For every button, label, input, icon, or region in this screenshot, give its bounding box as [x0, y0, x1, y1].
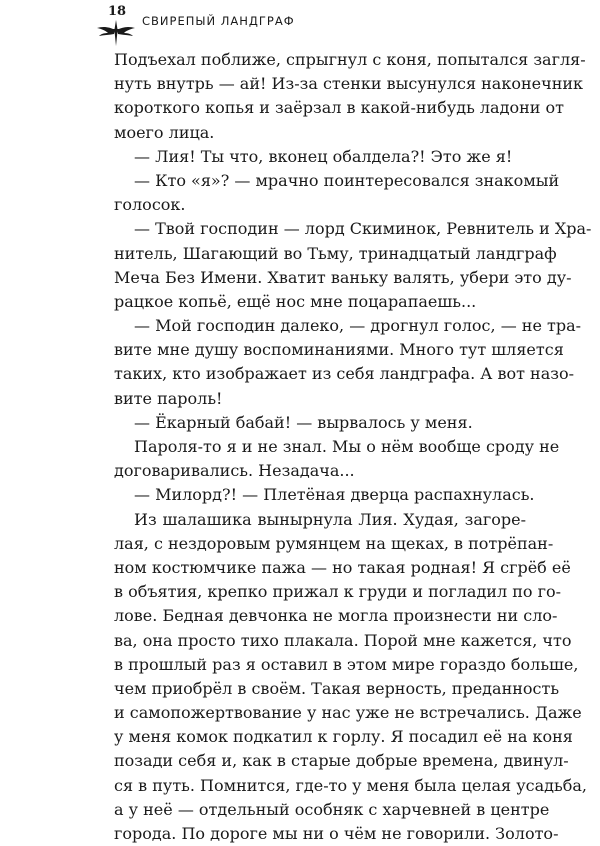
text-line: лове. Бедная девчонка не могла произнести ни сло-	[114, 606, 558, 626]
text-line: ном костюмчике пажа — но такая родная! Я сгрёб её	[114, 557, 571, 577]
text-line: — Кто «я»? — мрачно поинтересовался знакомый	[134, 170, 560, 190]
text-line: — Лия! Ты что, вконец обалдела?! Это же я!	[134, 146, 513, 166]
text-line: — Милорд?! — Плетёная дверца распахнулась.	[134, 485, 535, 505]
text-line: — Ёкарный бабай! — вырвалось у меня.	[134, 412, 473, 432]
page-number: 18	[108, 4, 127, 19]
text-line: вите мне душу воспоминаниями. Много тут шляется	[114, 340, 564, 360]
text-line: голосок.	[114, 195, 186, 215]
text-line: — Твой господин — лорд Скиминок, Ревнитель и Хра-	[134, 219, 592, 239]
running-header	[96, 4, 536, 44]
text-line: ся в путь. Помнится, где-то у меня была целая усадьба,	[114, 775, 587, 795]
text-line: города. По дороге мы ни о чём не говорили. Золото-	[114, 824, 559, 843]
running-title: СВИРЕПЫЙ ЛАНДГРАФ	[142, 14, 295, 28]
text-line: в прошлый раз я оставил в этом мире гораздо больше,	[114, 654, 579, 674]
text-line: у меня комок подкатил к горлу. Я посадил её на коня	[114, 727, 573, 747]
text-line: ва, она просто тихо плакала. Порой мне кажется, что	[114, 630, 572, 650]
text-line: чем приобрёл в своём. Такая верность, преданность	[114, 678, 560, 698]
text-line: договаривались. Незадача...	[114, 461, 355, 481]
text-line: Подъехал поближе, спрыгнул с коня, попытался загля-	[114, 50, 586, 69]
text-line: лая, с нездоровым румянцем на щеках, в потрёпан-	[114, 533, 554, 553]
text-line: вите пароль!	[114, 388, 223, 408]
text-line: короткого копья и заёрзал в какой-нибудь ладони от	[114, 98, 564, 118]
winged-sword-icon	[96, 18, 136, 48]
text-line: моего лица.	[114, 122, 215, 142]
text-line: в объятия, крепко прижал к груди и погладил по го-	[114, 582, 562, 602]
text-line: и самопожертвование у нас уже не встречались. Даже	[114, 703, 582, 723]
text-line: — Мой господин далеко, — дрогнул голос, — не тра-	[134, 316, 582, 336]
text-line: Пароля-то я и не знал. Мы о нём вообще сроду не	[134, 437, 560, 456]
text-line: нитель, Шагающий во Тьму, тринадцатый ландграф	[114, 243, 557, 263]
text-line: а у неё — отдельный особняк с харчевней в центре	[114, 799, 550, 819]
text-line: позади себя и, как в старые добрые времена, двинул-	[114, 751, 569, 771]
text-line: рацкое копьё, ещё нос мне поцарапаешь...	[114, 291, 477, 311]
text-line: нуть внутрь — ай! Из-за стенки высунулся наконечник	[114, 74, 584, 94]
page-body	[114, 48, 592, 846]
text-line: Из шалашика вынырнула Лия. Худая, загоре-	[134, 509, 526, 529]
text-line: Меча Без Имени. Хватит ваньку валять, убери это ду-	[114, 267, 572, 287]
text-line: таких, кто изображает из себя ландграфа. А вот назо-	[114, 364, 575, 384]
